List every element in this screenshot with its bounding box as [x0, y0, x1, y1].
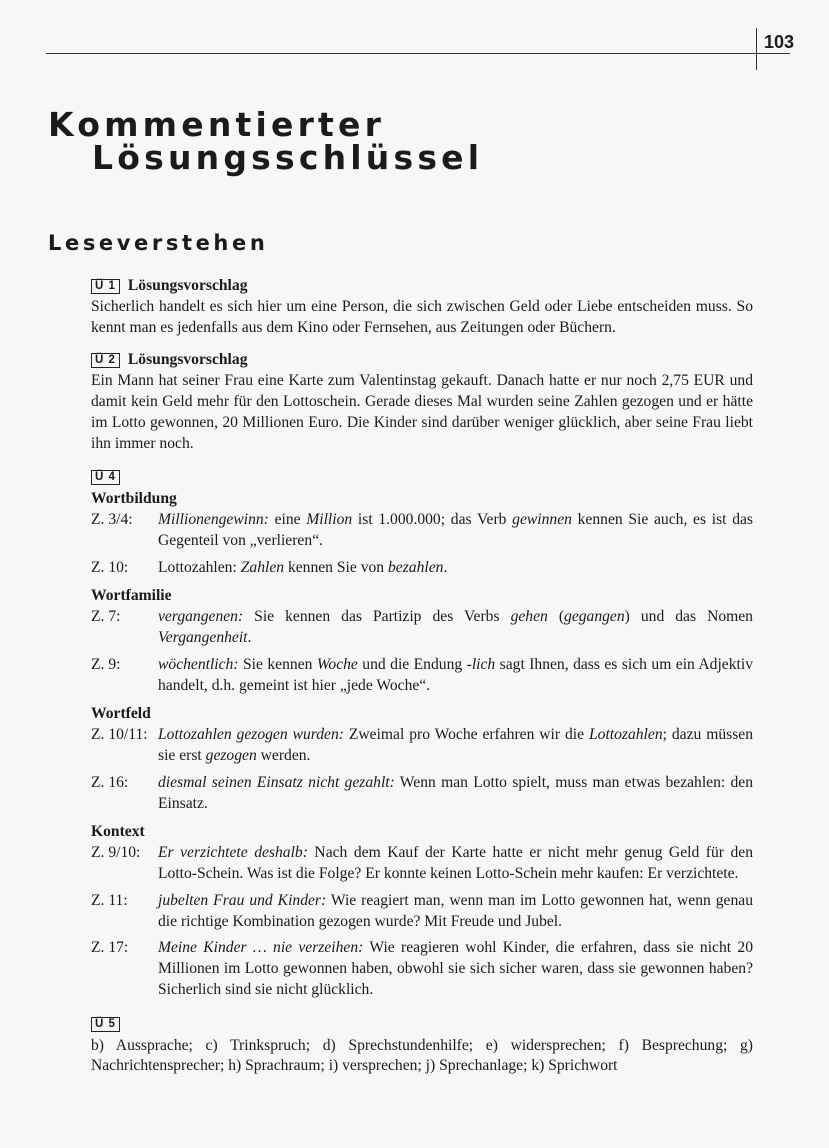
- title-line-2: Lösungsschlüssel: [92, 138, 484, 177]
- subheading: Kontext: [91, 823, 145, 841]
- line-ref: Z. 10:: [91, 558, 129, 576]
- list-item: [91, 938, 753, 1000]
- list-item: [91, 558, 753, 579]
- exercise-badge: Ü 2: [91, 353, 120, 368]
- line-ref: Z. 16:: [91, 773, 129, 791]
- heading-label: Lösungsvorschlag: [127, 277, 248, 294]
- exercise-5: [91, 1013, 753, 1077]
- section-title: Leseverstehen: [48, 231, 269, 255]
- line-ref: Z. 11:: [91, 891, 128, 909]
- explanation: wöchentlich: Sie kennen Woche und die Endung -lich sagt Ihnen, dass es sich um ein Adjektiv handelt, d.h. gemeint ist hier „jede Woche“.: [158, 655, 753, 694]
- exercise-4: [91, 466, 753, 1000]
- list-item: [91, 843, 753, 885]
- exercise-badge: Ü 4: [91, 470, 120, 485]
- list-item: [91, 725, 753, 767]
- explanation: Millionengewinn: eine Million ist 1.000.000; das Verb gewinnen kennen Sie auch, es ist das Gegenteil von „verlieren“.: [158, 510, 753, 549]
- wortfamilie-section: [91, 586, 753, 696]
- line-ref: Z. 9/10:: [91, 844, 141, 862]
- exercise-2-heading: [91, 350, 753, 371]
- wortfeld-section: [91, 704, 753, 814]
- line-ref: Z. 9:: [91, 655, 121, 673]
- exercise-1: [91, 276, 753, 338]
- explanation: diesmal seinen Einsatz nicht gezahlt: Wenn man Lotto spielt, muss man etwas bezahlen: den Einsatz.: [158, 773, 754, 812]
- content: [91, 276, 753, 1089]
- exercise-2: [91, 350, 753, 454]
- exercise-1-heading: [91, 276, 753, 297]
- kontext-section: [91, 822, 753, 1000]
- heading-label: Lösungsvorschlag: [127, 351, 248, 369]
- line-ref: Z. 7:: [91, 608, 121, 626]
- line-ref: Z. 10/11:: [91, 726, 148, 744]
- explanation: vergangenen: Sie kennen das Partizip des Verbs gehen (gegangen) und das Nomen Vergangenheit.: [158, 608, 753, 646]
- page-title: [48, 105, 484, 177]
- list-item: [91, 773, 753, 815]
- exercise-badge: Ü 5: [91, 1017, 120, 1032]
- list-item: [91, 510, 753, 552]
- wortbildung-section: [91, 489, 753, 578]
- exercise-badge: Ü 1: [91, 279, 120, 294]
- subheading: Wortfeld: [91, 705, 151, 723]
- header-divider: [756, 28, 757, 70]
- line-ref: Z. 17:: [91, 939, 129, 957]
- list-item: [91, 655, 753, 697]
- explanation: Er verzichtete deshalb: Nach dem Kauf der Karte hatte er nicht mehr genug Geld für den Lotto-Schein. Was ist die Folge? Er konnte keinen Lotto-Schein mehr kaufen: Er verzichtete.: [158, 844, 753, 882]
- header-rule: [46, 53, 790, 54]
- page-number: 103: [764, 32, 795, 52]
- explanation: jubelten Frau und Kinder: Wie reagiert man, wenn man im Lotto gewonnen hat, wenn genau die richtige Kombination gezogen wurde? Mit Freude und Jubel.: [158, 891, 753, 930]
- title-line-1: Kommentierter: [48, 105, 386, 144]
- exercise-5-text: b) Aussprache; c) Trinkspruch; d) Sprechstundenhilfe; e) widersprechen; f) Besprechung; g) Nachrichtensprecher; h) Sprachraum; i) versprechen; j) Sprechanlage; k) Sprichwort: [91, 1036, 753, 1075]
- line-ref: Z. 3/4:: [91, 510, 133, 528]
- explanation: Meine Kinder … nie verzeihen: Wie reagieren wohl Kinder, die erfahren, dass sie nicht 20 Millionen im Lotto gewonnen haben, obwohl sie sich sicher waren, dass sie gewonnen haben? Sicherlich sind sie nicht glücklich.: [158, 939, 753, 998]
- exercise-1-text: Sicherlich handelt es sich hier um eine Person, die sich zwischen Geld oder Liebe entscheiden muss. So kennt man es jedenfalls aus dem Kino oder Fernsehen, aus Zeitungen oder Büchern.: [91, 297, 753, 336]
- list-item: [91, 607, 753, 649]
- subheading: Wortbildung: [91, 490, 177, 508]
- list-item: [91, 891, 753, 933]
- exercise-2-text: Ein Mann hat seiner Frau eine Karte zum Valentinstag gekauft. Danach hatte er nur noch 2,75 EUR und damit kein Geld mehr für den Lottoschein. Gerade dieses Mal wurden seine Zahlen gezogen und er hätte im Lotto gewonnen, 20 Millionen Euro. Die Kinder sind darüber weniger glücklich, aber seine Frau liebt ihn immer noch.: [91, 372, 753, 452]
- subheading: Wortfamilie: [91, 587, 172, 605]
- explanation: Lottozahlen gezogen wurden: Zweimal pro Woche erfahren wir die Lottozahlen; dazu müssen sie erst gezogen werden.: [158, 726, 753, 764]
- explanation: Lottozahlen: Zahlen kennen Sie von bezahlen.: [158, 558, 448, 576]
